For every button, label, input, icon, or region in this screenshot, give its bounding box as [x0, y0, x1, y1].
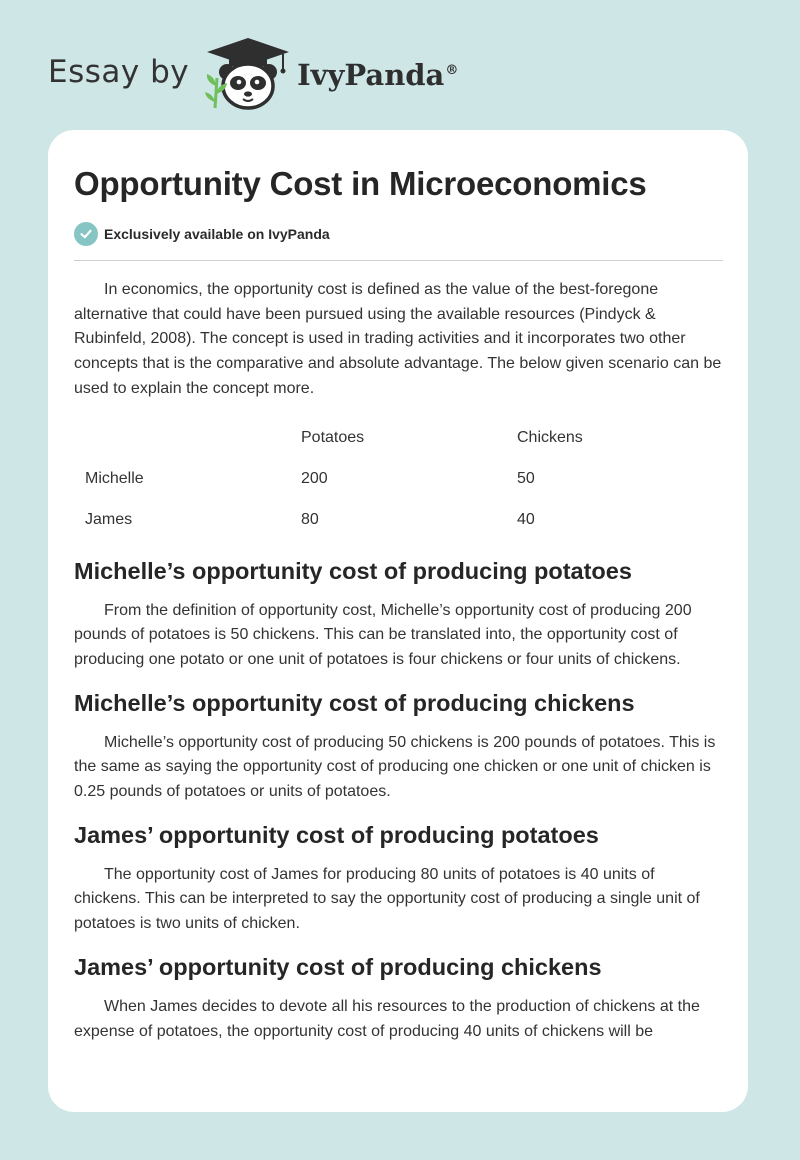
article-card — [48, 130, 748, 1112]
intro-paragraph: In economics, the opportunity cost is defined as the value of the best-foregone alternative that could have been pursued using the available resources (Pindyck & Rubinfeld, 2008). The concept is used in trading activities and it incorporates two other concepts that is the comparative and absolute advantage. The below given scenario can be used to explain the concept more. — [74, 281, 722, 397]
table-header-cell: Potatoes — [301, 429, 365, 447]
table-cell: 50 — [517, 470, 535, 488]
section-paragraph: Michelle’s opportunity cost of producing 50 chickens is 200 pounds of potatoes. This is the same as saying the opportunity cost of producing one chicken or one unit of chicken is 0.25 pounds of potatoes or units of potatoes. — [74, 733, 716, 801]
table-header-cell — [74, 418, 301, 459]
section-heading: Michelle’s opportunity cost of producing potatoes — [74, 557, 632, 584]
page-title: Opportunity Cost in Microeconomics — [74, 165, 647, 202]
badge-label: Exclusively available on IvyPanda — [104, 226, 330, 242]
table-cell: 40 — [517, 511, 535, 529]
registered-mark: ® — [445, 63, 459, 79]
table-cell: James — [85, 511, 133, 529]
table-cell: 80 — [301, 511, 319, 529]
site-logo[interactable] — [48, 34, 458, 114]
section-heading: James’ opportunity cost of producing chickens — [74, 953, 602, 980]
section-paragraph: From the definition of opportunity cost, Michelle’s opportunity cost of producing 200 pounds of potatoes is 50 chickens. This can be translated into, the opportunity cost of producing one potato or one unit of potatoes is four chickens or four units of chickens. — [74, 601, 692, 668]
exclusive-badge — [74, 222, 722, 246]
brand-name — [297, 58, 458, 92]
table-header-row — [74, 418, 717, 459]
table-row — [74, 459, 717, 500]
table-header-cell: Chickens — [517, 429, 583, 447]
section-paragraph: The opportunity cost of James for producing 80 units of potatoes is 40 units of chickens. This can be interpreted to say the opportunity cost of producing a single unit of potatoes is two units of chicken. — [74, 865, 700, 933]
check-icon — [74, 222, 98, 246]
section-paragraph: When James decides to devote all his resources to the production of chickens at the expense of potatoes, the opportunity cost of producing 40 units of chickens will be — [74, 997, 700, 1040]
panda-logo-icon — [203, 36, 293, 112]
section-heading: James’ opportunity cost of producing potatoes — [74, 821, 599, 848]
brand-name-text: IvyPanda — [297, 58, 445, 92]
table-cell: Michelle — [85, 470, 144, 488]
production-table — [74, 418, 717, 541]
divider — [74, 260, 723, 261]
section-heading: Michelle’s opportunity cost of producing chickens — [74, 689, 635, 716]
brand-prefix: Essay by — [48, 54, 190, 90]
table-row — [74, 500, 717, 541]
table-cell: 200 — [301, 470, 328, 488]
